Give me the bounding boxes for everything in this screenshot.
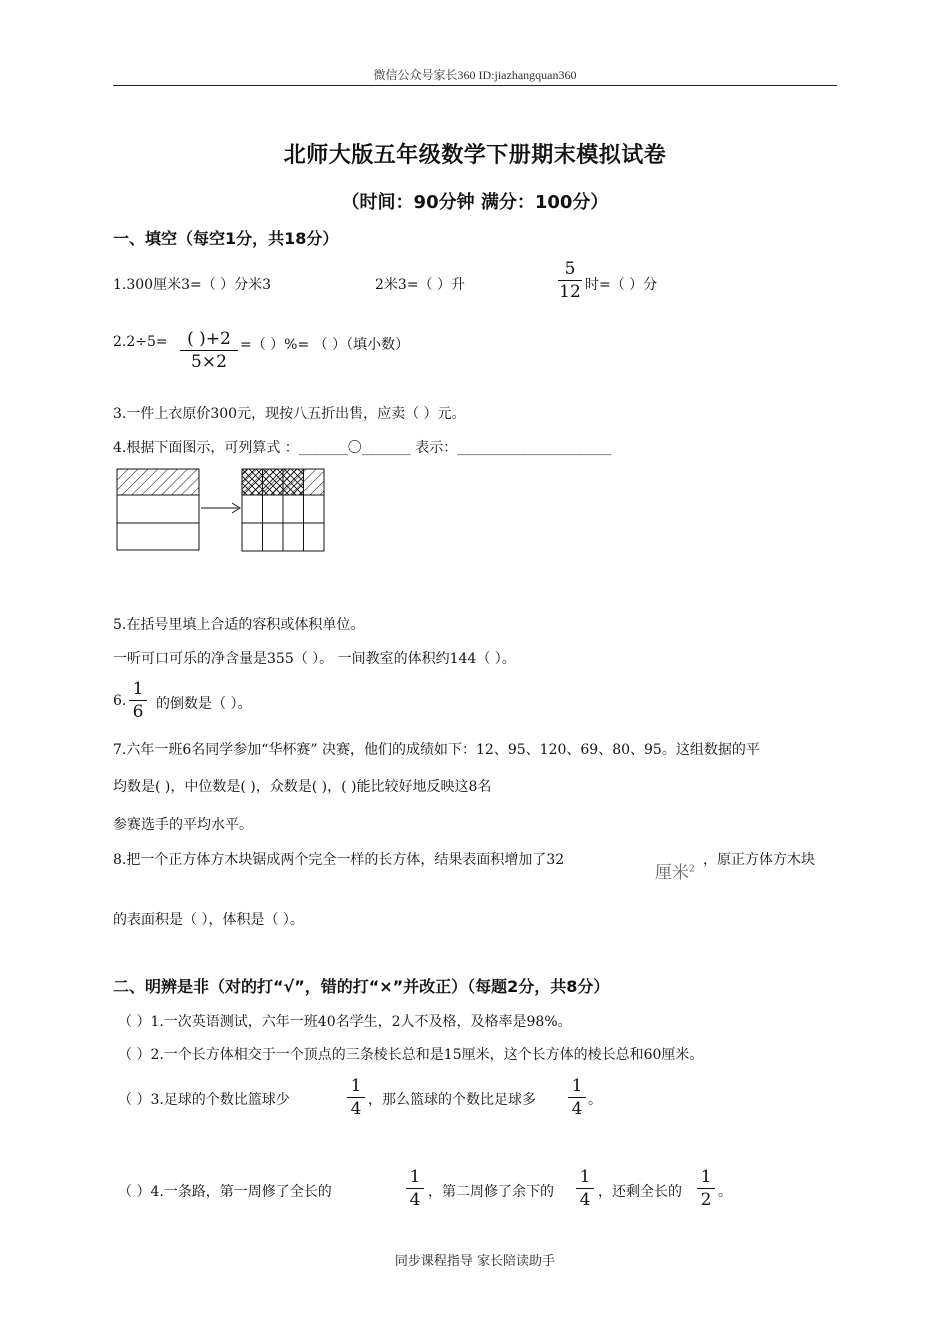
judge-4-part-b: ，第二周修了余下的 — [428, 1184, 554, 1200]
judge-1: （ ）1.一次英语测试，六年一班40名学生，2人不及格，及格率是98%。 — [118, 1014, 572, 1030]
judge-4-fraction-1: 1 4 — [406, 1167, 424, 1210]
page-header: 微信公众号家长360 ID:jiazhangquan360 — [373, 68, 577, 82]
judge-3-fraction-1: 1 4 — [347, 1076, 365, 1119]
judge-3-part-c: 。 — [588, 1092, 602, 1108]
q3-text: 3.一件上衣原价300元，现按八五折出售，应卖（ ）元。 — [113, 406, 466, 422]
q8-unit: 厘米$^2$ — [655, 863, 695, 883]
page-title: 北师大版五年级数学下册期末模拟试卷 — [283, 143, 667, 168]
q6-fraction: 1 6 — [129, 679, 147, 722]
q8-line2: 的表面积是（ ），体积是（ ）。 — [113, 912, 304, 928]
judge-3-part-a: （ ）3.足球的个数比篮球少 — [118, 1092, 290, 1108]
judge-4-part-d: 。 — [718, 1184, 732, 1200]
left-rectangle — [117, 469, 199, 550]
judge-2: （ ）2.一个长方体相交于一个顶点的三条棱长总和是15厘米，这个长方体的棱长总和60厘米。 — [118, 1047, 704, 1063]
right-grid — [242, 469, 324, 551]
page-footer: 同步课程指导 家长陪读助手 — [394, 1254, 556, 1269]
q1-part-c: 时=（ ）分 — [585, 277, 658, 293]
arrow-icon — [201, 503, 240, 513]
q4-text: 4.根据下面图示，可列算式 ：_______〇_______ 表示：______________________ — [113, 440, 612, 456]
q1-part-b: 2米3=（ ）升 — [375, 277, 465, 293]
q5-line1: 5.在括号里填上合适的容积或体积单位。 — [113, 617, 365, 633]
q7-line1: 7.六年一班6名同学参加“华杯赛” 决赛，他们的成绩如下：12、95、120、69、80、95。这组数据的平 — [113, 742, 760, 758]
judge-4-fraction-2: 1 4 — [576, 1167, 594, 1210]
judge-3-part-b: ，那么篮球的个数比足球多 — [368, 1092, 536, 1108]
judge-4-fraction-3: 1 2 — [697, 1167, 715, 1210]
q2-suffix: =（ ）%= （ ）（填小数） — [240, 337, 410, 353]
section2-heading: 二、明辨是非（对的打“√”，错的打“×”并改正）（每题2分，共8分） — [113, 977, 610, 996]
q8-line1b: ，原正方体方木块 — [703, 852, 815, 868]
header-divider — [113, 85, 837, 86]
q2-fraction: ( )+2 5×2 — [180, 329, 238, 372]
q2-prefix: 2.2÷5= — [113, 334, 168, 350]
q4-fraction-diagram — [112, 465, 332, 557]
page-subtitle: （时间：90分钟 满分：100分） — [341, 192, 609, 213]
judge-4-part-c: ，还剩全长的 — [598, 1184, 682, 1200]
q5-line2: 一听可口可乐的净含量是355（ ）。 一间教室的体积约144（ ）。 — [113, 651, 516, 667]
q6-suffix: 的倒数是（ ）。 — [156, 696, 252, 712]
q6-prefix: 6. — [113, 693, 127, 709]
judge-4-part-a: （ ）4.一条路，第一周修了全长的 — [118, 1184, 332, 1200]
q8-line1a: 8.把一个正方体方木块锯成两个完全一样的长方体，结果表面积增加了32 — [113, 852, 565, 868]
q1-part-a: 1.300厘米3=（ ）分米3 — [113, 277, 272, 293]
judge-3-fraction-2: 1 4 — [568, 1076, 586, 1119]
q7-line2: 均数是( )，中位数是( )，众数是( )，( )能比较好地反映这8名 — [113, 779, 492, 795]
q7-line3: 参赛选手的平均水平。 — [113, 817, 253, 833]
q1-fraction: 5 12 — [559, 259, 581, 302]
section1-heading: 一、填空（每空1分，共18分） — [113, 229, 339, 248]
